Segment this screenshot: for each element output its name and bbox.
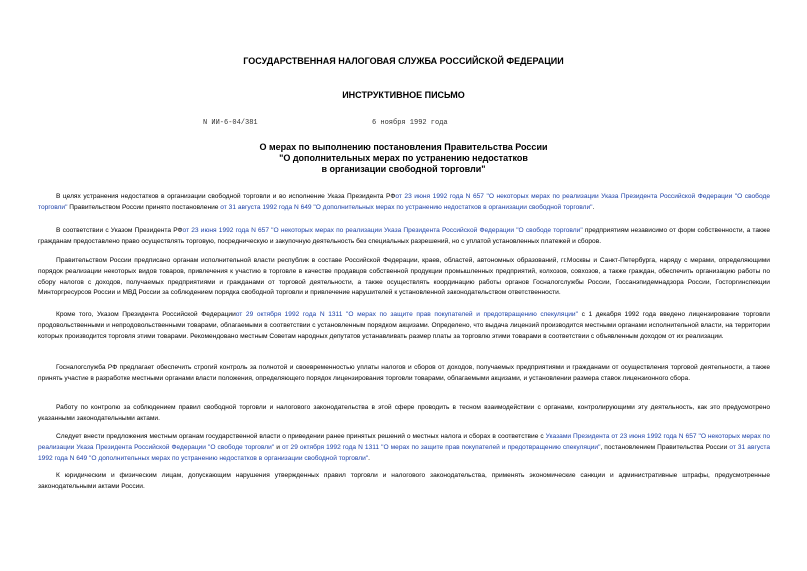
title-line-1: О мерах по выполнению постановления Правительства России: [259, 142, 548, 152]
link-decree-657[interactable]: от 23 июня 1992 года N 657 "О некоторых мерах по реализации Указа Президента Российской Федерации "О свободе торговли": [38, 193, 770, 211]
document-date: 6 ноября 1992 года: [372, 119, 448, 127]
paragraph-text: В целях устранения недостатков в организации свободной торговли и во исполнение Указа Президента РФ: [56, 193, 396, 200]
paragraph-8: [38, 471, 770, 493]
paragraph-5: [38, 363, 770, 385]
link-decree-1311[interactable]: от 29 октября 1992 года N 1311 "О мерах по защите прав покупателей и предотвращению спекуляции": [235, 311, 578, 318]
link-decree-1311[interactable]: от 29 октября 1992 года N 1311 "О мерах по защите прав покупателей и предотвращению спекуляции": [281, 443, 601, 451]
paragraph-text: В соответствии с Указом Президента РФ: [56, 227, 183, 234]
paragraph-6: [38, 403, 770, 425]
paragraph-text: Следует внести предложения местным органам государственной власти о приведении ранее принятых решений о местных налога и сборах в соответствие с: [56, 433, 546, 440]
agency-name: ГОСУДАРСТВЕННАЯ НАЛОГОВАЯ СЛУЖБА РОССИЙСКОЙ ФЕДЕРАЦИИ: [243, 56, 564, 66]
paragraph-text: Работу по контролю за соблюдением правил свободной торговли и налогового законодательства в этой сфере проводить в тесном взаимодействии с органами, контролирующими эту деятельность, как это предусмотрено указанными законодательными актами.: [38, 404, 770, 422]
paragraph-text: .: [368, 454, 370, 462]
document-type: ИНСТРУКТИВНОЕ ПИСЬМО: [342, 90, 465, 100]
paragraph-text: Госналогслужба РФ предлагает обеспечить строгий контроль за полнотой и своевременностью уплаты налогов и сборов от доходов, получаемых предприятиями и гражданами от осуществления торговой деятельности, а также принять участие в разработке местными органами власти положения, определяющего порядок лицензирования торговли товарами, облагаемыми акцизами, и установлении размера ставок лицензионного сбора.: [38, 364, 770, 382]
title-line-2: "О дополнительных мерах по устранению недостатков: [279, 153, 528, 163]
document-number: N ИИ-6-04/381: [203, 119, 258, 127]
paragraph-text: Правительством России принято постановление: [67, 203, 221, 211]
link-decree-657[interactable]: Указами Президента от 23 июня 1992 года N 657 "О некоторых мерах по реализации Указа Президента Российской Федерации "О свободе торговли": [38, 433, 770, 451]
document-title: [0, 142, 807, 175]
paragraph-text: и: [274, 443, 282, 451]
paragraph-text: К юридическим и физическим лицам, допускающим нарушения утвержденных правил торговли и налогового законодательства, применять экономические санкции и административные штрафы, предусмотренные законодательными актами России.: [38, 472, 770, 490]
paragraph-text: с 1 декабря 1992 года введено лицензирование торговли продовольственными и непродовольственными товарами, облагаемыми в соответствии с установленным порядком акцизами. Определено, что выдача лицензий производится местными органами исполнительной власти, на территории которых производится торговля этими товарами. Рекомендовано местным Советам народных депутатов устанавливать размер платы за торговлю этими товарами в соответствии с объявленным доходом от их реализации.: [38, 311, 770, 340]
paragraph-1: [38, 192, 770, 214]
link-resolution-649[interactable]: от 31 августа 1992 года N 649 "О дополнительных мерах по устранению недостатков в организации свободной торговли": [38, 443, 770, 462]
link-decree-657[interactable]: от 23 июня 1992 года N 657 "О некоторых мерах по реализации Указа Президента Российской Федерации "О свободе торговли": [182, 227, 583, 234]
paragraph-text: предприятиям независимо от форм собственности, а также гражданам предоставлено право осуществлять торговую, посредническую и закупочную деятельность без специальных разрешений, но с уплатой установленных платежей и сборов.: [38, 227, 770, 245]
paragraph-4: [38, 310, 770, 342]
paragraph-text: .: [592, 203, 595, 211]
paragraph-text: Правительством России предписано органам исполнительной власти республик в составе Российской Федерации, краев, областей, автономных образований, гг.Москвы и Санкт-Петербурга, наряду с мерами, определяющими порядок реализации некоторых видов товаров, привлечения к участию в торговле в качестве продавцов собственной продукции промышленных предприятий, колхозов, совхозов, а также граждан, обеспечить организацию работы по сбору налогов с доходов, получаемых предприятиями и гражданами от торговой деятельности, а также осуществлять координацию работы органов Госналогслужбы России, Госсанэпидемнадзора России, Госторгинспекции Минторгресурсов России и МВД России за соблюдением порядка свободной торговли и привлечение нарушителей к установленной законодательством ответственности.: [38, 257, 770, 297]
paragraph-7: [38, 432, 770, 464]
paragraph-text: , постановлением Правительства России: [600, 443, 730, 451]
paragraph-text: Кроме того, Указом Президента Российской Федерации: [56, 311, 236, 318]
link-resolution-649[interactable]: от 31 августа 1992 года N 649 "О дополнительных мерах по устранению недостатков в организации свободной торговли": [220, 203, 593, 211]
paragraph-3: [38, 256, 770, 299]
title-line-3: в организации свободной торговли": [321, 164, 486, 174]
paragraph-2: [38, 226, 770, 248]
